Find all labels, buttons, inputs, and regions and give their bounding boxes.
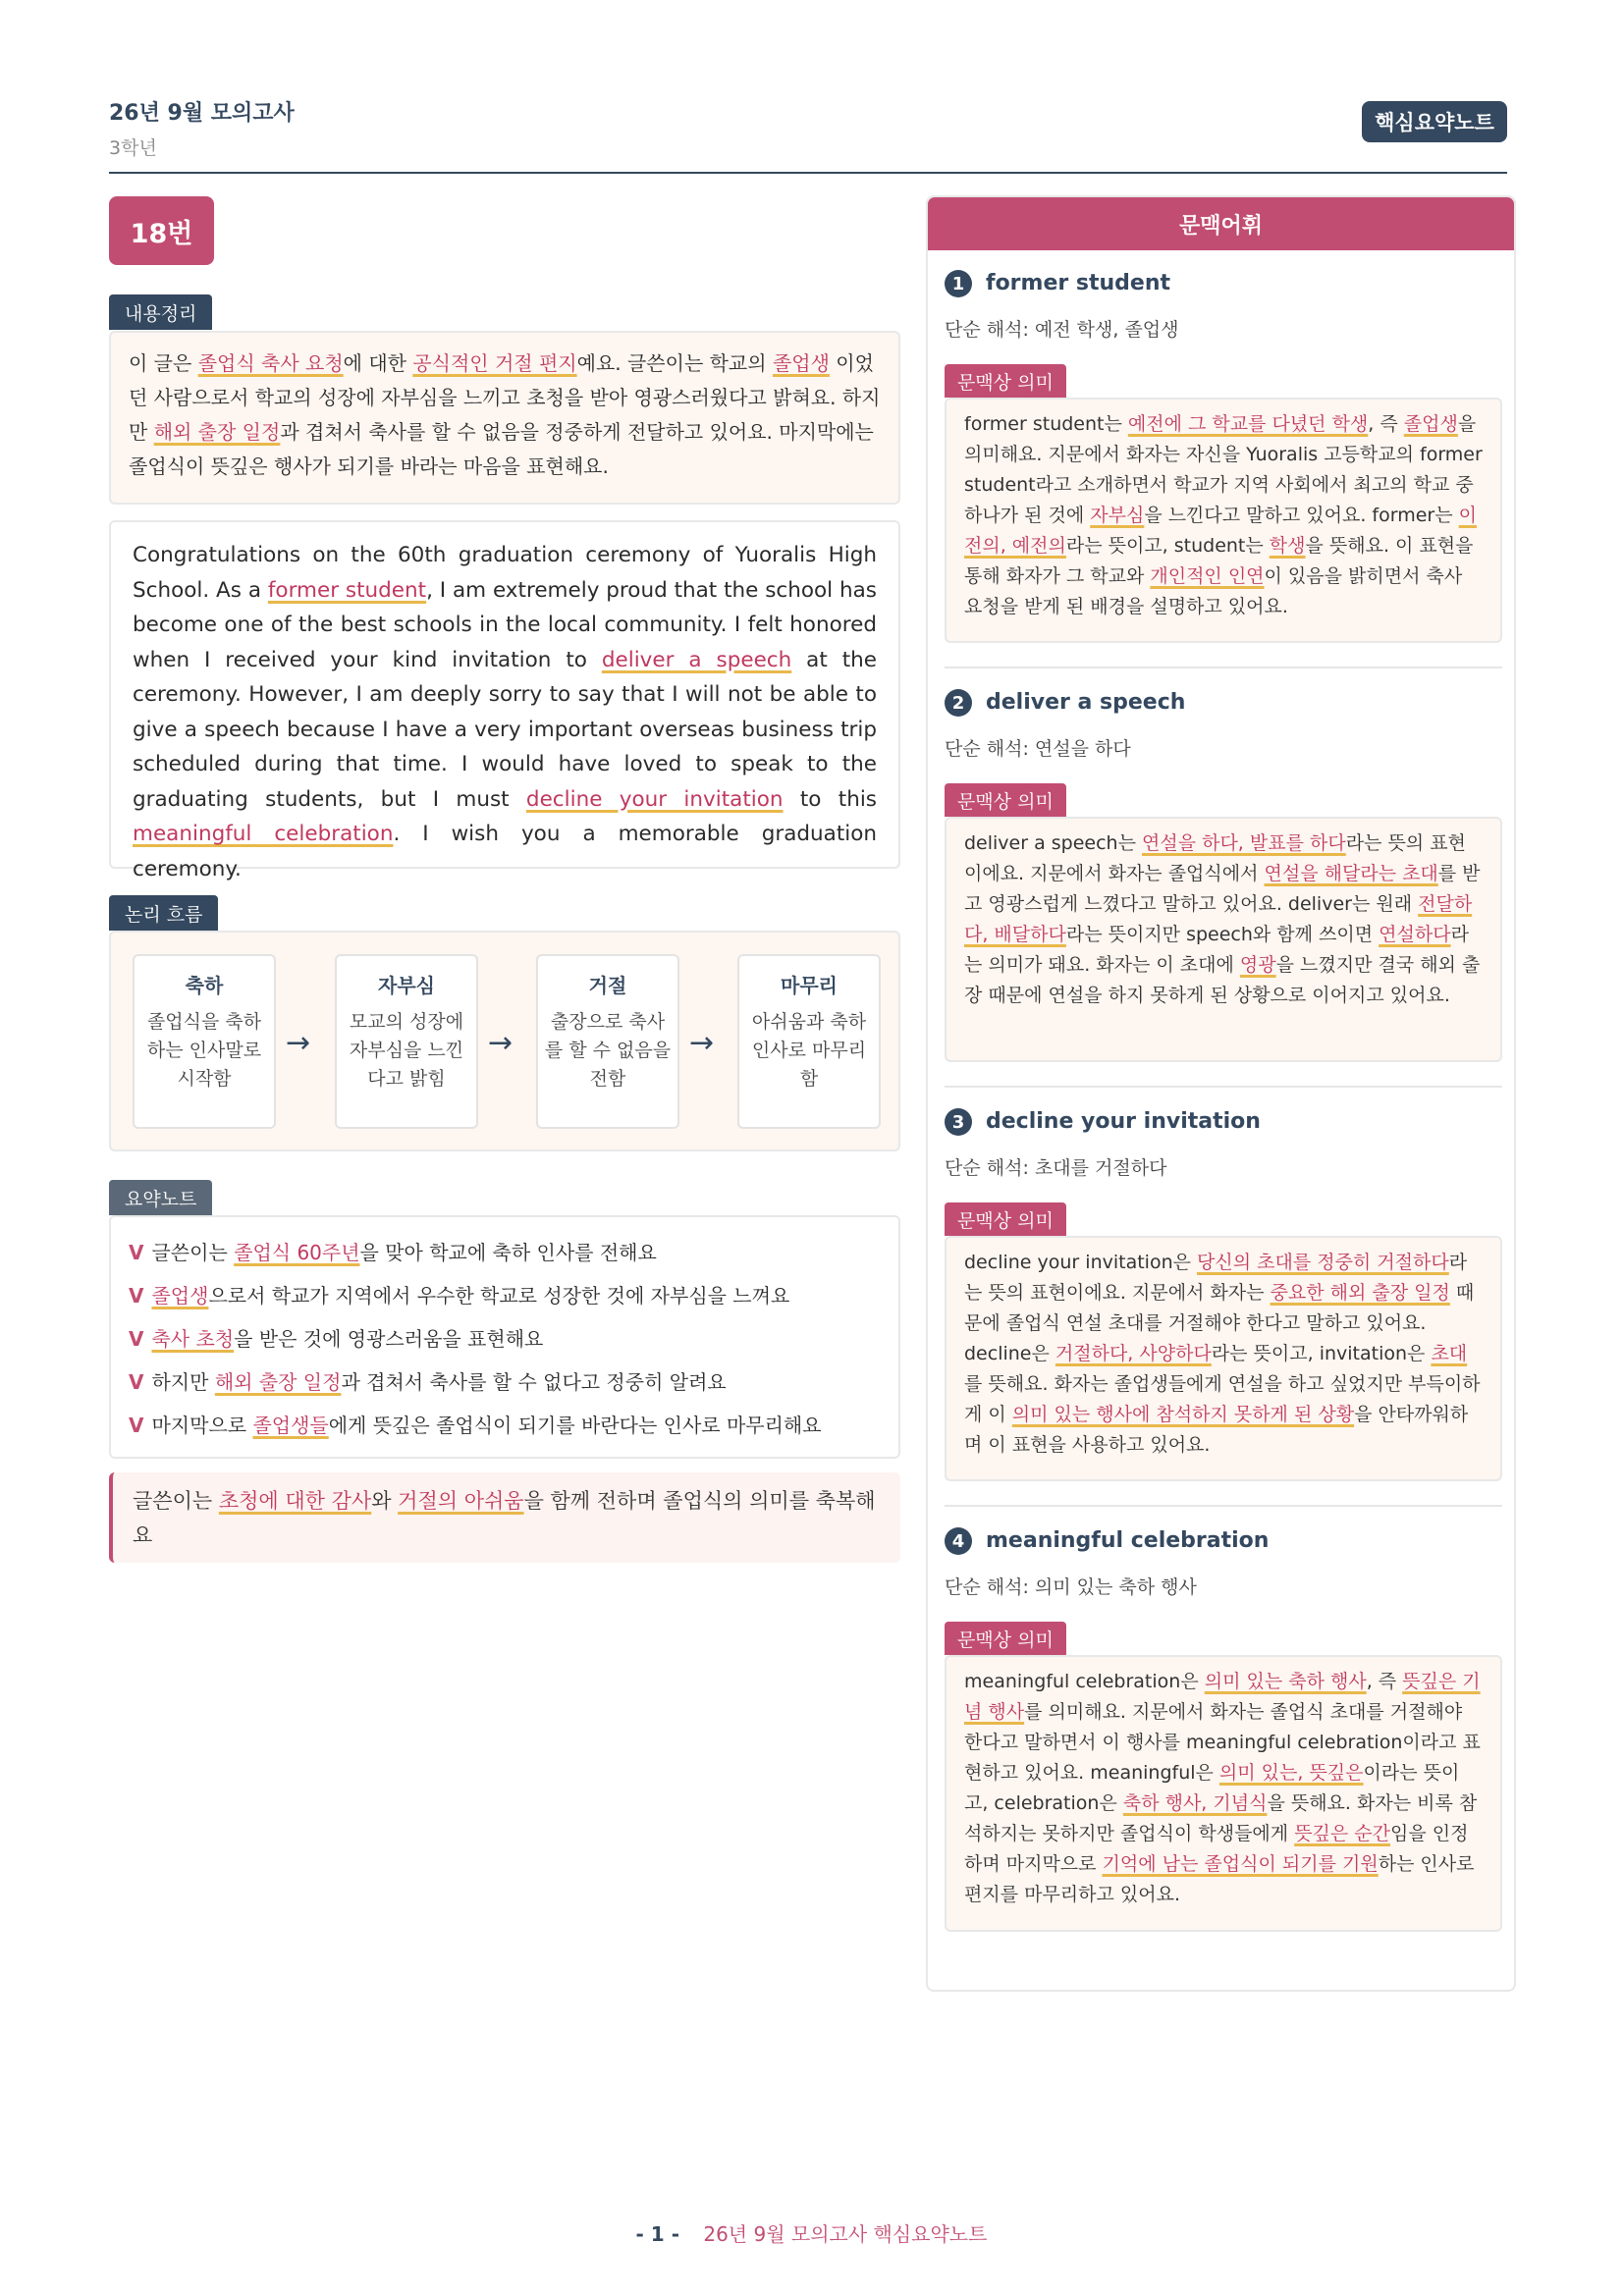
vocab-term: decline your invitation xyxy=(986,1109,1261,1134)
conclusion-box xyxy=(109,1472,900,1563)
vocab-number-badge: 1 xyxy=(945,270,972,297)
text-segment: 라는 뜻의 표현이에요. 지문에서 화자는 xyxy=(964,1252,1468,1304)
text-segment: 예요. 글쓴이는 학교의 xyxy=(576,351,773,375)
highlighted-phrase: 뜻깊은 순간 xyxy=(1294,1823,1390,1844)
text-segment: 라는 뜻이지만 speech와 함께 쓰이면 xyxy=(1065,924,1380,945)
vocab-simple-meaning: 단순 해석: 연설을 하다 xyxy=(945,738,1131,760)
highlighted-phrase: 거절의 아쉬움 xyxy=(398,1489,524,1513)
vocab-panel-title: 문맥어휘 xyxy=(928,197,1514,250)
text-segment: 라는 뜻이고, student는 xyxy=(1065,535,1270,557)
context-meaning-label: 문맥상 의미 xyxy=(945,1622,1066,1655)
text-segment: 과 겹쳐서 축사를 할 수 없다고 정중히 알려요 xyxy=(341,1370,727,1394)
text-segment: 하는 인사로 편지를 마무리하고 있어요. xyxy=(964,1853,1475,1905)
note-item xyxy=(129,1404,881,1447)
text-segment: 을 느꼈지만 결국 해외 출장 때문에 연설을 하지 못하게 된 상황으로 이어지고 있어요. xyxy=(964,954,1481,1006)
context-meaning-label: 문맥상 의미 xyxy=(945,1202,1066,1236)
summary-label: 내용정리 xyxy=(109,294,212,330)
text-segment: 를 받고 영광스럽게 느꼈다고 말하고 있어요. deliver는 원래 xyxy=(964,863,1481,915)
text-segment: 를 뜻해요. 화자는 졸업생들에게 연설을 하고 싶었지만 부득이하게 이 xyxy=(964,1373,1481,1425)
flow-step xyxy=(335,954,478,1129)
text-segment: , 즉 xyxy=(1368,413,1404,435)
highlighted-phrase: 해외 출장 일정 xyxy=(153,420,281,444)
text-segment: , 즉 xyxy=(1366,1671,1403,1692)
text-segment: 를 의미해요. 지문에서 화자는 졸업식 초대를 거절해야 한다고 말하면서 이 행사를 meaningful celebration이라고 표현하고 있어요. meaningful은 xyxy=(964,1701,1481,1784)
highlighted-phrase: 당신의 초대를 정중히 거절하다 xyxy=(1197,1252,1449,1273)
text-segment: 에게 뜻깊은 졸업식이 되기를 바란다는 인사로 마무리해요 xyxy=(328,1414,822,1437)
exam-title: 26년 9월 모의고사 xyxy=(109,101,295,126)
note-text xyxy=(151,1370,726,1394)
check-icon: V xyxy=(129,1370,144,1394)
flow-step-body: 출장으로 축사를 할 수 없음을 전함 xyxy=(544,1011,672,1090)
context-meaning-box xyxy=(945,1655,1502,1932)
highlighted-phrase: 이전의, 예전의 xyxy=(964,505,1477,557)
highlighted-phrase: decline your invitation xyxy=(525,786,784,812)
flow-step xyxy=(737,954,881,1129)
vocab-simple-meaning: 단순 해석: 초대를 거절하다 xyxy=(945,1157,1167,1179)
check-icon: V xyxy=(129,1284,144,1308)
highlighted-phrase: 해외 출장 일정 xyxy=(214,1370,342,1394)
vocab-number-badge: 4 xyxy=(945,1527,972,1555)
context-meaning-box xyxy=(945,817,1502,1062)
flow-step-body: 졸업식을 축하하는 인사말로 시작함 xyxy=(146,1011,262,1090)
check-icon: V xyxy=(129,1414,144,1437)
text-segment: 을 뜻해요. 화자는 비록 참석하지는 못하지만 졸업식이 학생들에게 xyxy=(964,1792,1478,1844)
highlighted-phrase: 졸업생들 xyxy=(252,1414,329,1437)
flow-step-body: 모교의 성장에 자부심을 느낀다고 밝힘 xyxy=(349,1011,464,1090)
text-segment: deliver a speech는 xyxy=(964,832,1142,854)
highlighted-phrase: 전달하다, 배달하다 xyxy=(964,893,1473,945)
question-number-badge: 18번 xyxy=(109,196,214,265)
text-segment: 와 xyxy=(371,1489,399,1513)
highlighted-phrase: 의미 있는 행사에 참석하지 못하게 된 상황 xyxy=(1011,1404,1355,1425)
note-text xyxy=(151,1284,789,1308)
context-meaning-text xyxy=(964,1671,1481,1905)
highlighted-phrase: 졸업생 xyxy=(1403,413,1458,435)
text-segment: 에 대한 xyxy=(343,351,413,375)
highlighted-phrase: deliver a speech xyxy=(601,647,792,672)
highlighted-phrase: 거절하다, 사양하다 xyxy=(1055,1343,1212,1364)
text-segment: 글쓴이는 xyxy=(151,1241,235,1264)
text-segment: 때문에 졸업식 연설 초대를 거절해야 한다고 말하고 있어요. decline은 xyxy=(964,1282,1475,1364)
note-text xyxy=(151,1414,821,1437)
text-segment: at the ceremony. However, I am deeply sorry to say that I will not be able to give a speech because I have a very important overseas business trip scheduled during that time. I would have loved to speak to the graduating students, but I must xyxy=(133,647,877,812)
text-segment: Congratulations on the 60th graduation ceremony of Yuoralis High School. As a xyxy=(133,543,877,603)
check-icon: V xyxy=(129,1241,144,1264)
vocab-number-badge: 2 xyxy=(945,689,972,717)
note-item xyxy=(129,1361,881,1404)
highlighted-phrase: 졸업식 60주년 xyxy=(234,1241,360,1264)
context-meaning-label: 문맥상 의미 xyxy=(945,783,1066,817)
text-segment: 이 있음을 밝히면서 축사 요청을 받게 된 배경을 설명하고 있어요. xyxy=(964,565,1463,617)
summary-text xyxy=(129,351,880,478)
text-segment: 을 의미해요. 지문에서 화자는 자신을 Yuoralis 고등학교의 former student라고 소개하면서 학교가 지역 사회에서 최고의 학교 중 하나가 된 것에 xyxy=(964,413,1483,526)
highlighted-phrase: 자부심 xyxy=(1090,505,1145,526)
text-segment: decline your invitation은 xyxy=(964,1252,1198,1273)
right-arrow-icon: → xyxy=(689,1026,715,1060)
highlighted-phrase: 졸업생 xyxy=(772,351,830,375)
flow-step-head: 축하 xyxy=(185,974,224,997)
text-segment: 을 맞아 학교에 축하 인사를 전해요 xyxy=(359,1241,657,1264)
flow-step xyxy=(536,954,679,1129)
context-meaning-text xyxy=(964,1252,1481,1456)
text-segment: 을 뜻해요. 이 표현을 통해 화자가 그 학교와 xyxy=(964,535,1474,587)
highlighted-phrase: 학생 xyxy=(1269,535,1306,557)
text-segment: 이 글은 xyxy=(129,351,198,375)
text-segment: 글쓴이는 xyxy=(133,1489,219,1513)
text-segment: former student는 xyxy=(964,413,1128,435)
summary-notes-box xyxy=(109,1215,900,1459)
text-segment: 이라는 뜻이고, celebration은 xyxy=(964,1762,1460,1814)
note-text xyxy=(151,1327,543,1351)
header-divider xyxy=(109,172,1507,174)
note-item xyxy=(129,1231,881,1274)
highlighted-phrase: 연설을 하다, 발표를 하다 xyxy=(1142,832,1346,854)
text-segment: meaningful celebration은 xyxy=(964,1671,1205,1692)
flow-step-head: 자부심 xyxy=(378,974,435,997)
flow-label: 논리 흐름 xyxy=(109,895,218,931)
note-text xyxy=(151,1241,656,1264)
highlighted-phrase: 개인적인 인연 xyxy=(1150,565,1265,587)
flow-step-head: 거절 xyxy=(588,974,627,997)
highlighted-phrase: 뜻깊은 기념 행사 xyxy=(964,1671,1481,1723)
text-segment: 을 느낀다고 말하고 있어요. former는 xyxy=(1144,505,1459,526)
highlighted-phrase: 의미 있는, 뜻깊은 xyxy=(1218,1762,1364,1784)
text-segment: 을 받은 것에 영광스러움을 표현해요 xyxy=(234,1327,544,1351)
highlighted-phrase: 중요한 해외 출장 일정 xyxy=(1270,1282,1450,1304)
text-segment: 을 함께 전하며 졸업식의 의미를 축복해요 xyxy=(133,1489,876,1547)
note-item xyxy=(129,1317,881,1361)
vocab-simple-meaning: 단순 해석: 의미 있는 축하 행사 xyxy=(945,1576,1197,1598)
context-meaning-text xyxy=(964,413,1483,617)
text-segment: . I wish you a memorable graduation ceremony. xyxy=(133,822,877,881)
note-type-badge: 핵심요약노트 xyxy=(1362,101,1507,142)
vocab-divider xyxy=(945,1086,1502,1088)
flow-step-body: 아쉬움과 축하 인사로 마무리함 xyxy=(751,1011,867,1090)
footer-title: 26년 9월 모의고사 핵심요약노트 xyxy=(703,2222,988,2246)
text-segment: 이었던 사람으로서 학교의 성장에 자부심을 느끼고 초청을 받아 영광스러웠다고 밝혀요. 하지만 xyxy=(129,351,881,444)
vocab-number-badge: 3 xyxy=(945,1108,972,1136)
vocab-term: meaningful celebration xyxy=(986,1528,1270,1553)
highlighted-phrase: 공식적인 거절 편지 xyxy=(412,351,577,375)
passage-text xyxy=(133,543,877,881)
highlighted-phrase: 연설하다 xyxy=(1379,924,1451,945)
text-segment: 라는 뜻의 표현이에요. 지문에서 화자는 졸업식에서 xyxy=(964,832,1466,884)
right-arrow-icon: → xyxy=(286,1026,311,1060)
text-segment: 라는 뜻이고, invitation은 xyxy=(1211,1343,1432,1364)
highlighted-phrase: 졸업생 xyxy=(151,1284,209,1308)
right-arrow-icon: → xyxy=(488,1026,514,1060)
highlighted-phrase: 초청에 대한 감사 xyxy=(218,1489,372,1513)
check-icon: V xyxy=(129,1327,144,1351)
page-footer xyxy=(0,2218,1623,2247)
text-segment: 마지막으로 xyxy=(151,1414,253,1437)
vocab-divider xyxy=(945,1505,1502,1507)
text-segment: 으로서 학교가 지역에서 우수한 학교로 성장한 것에 자부심을 느껴요 xyxy=(208,1284,790,1308)
highlighted-phrase: 졸업식 축사 요청 xyxy=(197,351,344,375)
context-meaning-label: 문맥상 의미 xyxy=(945,364,1066,398)
vocab-divider xyxy=(945,667,1502,668)
grade-label: 3학년 xyxy=(109,137,157,159)
text-segment: 하지만 xyxy=(151,1370,215,1394)
notes-label: 요약노트 xyxy=(109,1180,212,1215)
text-segment: 임을 인정하며 마지막으로 xyxy=(964,1823,1469,1875)
text-segment: 과 겹쳐서 축사를 할 수 없음을 정중하게 전달하고 있어요. 마지막에는 졸업식이 뜻깊은 행사가 되기를 바라는 마음을 표현해요. xyxy=(129,420,874,478)
highlighted-phrase: 기억에 남는 졸업식이 되기를 기원 xyxy=(1102,1853,1379,1875)
highlighted-phrase: 의미 있는 축하 행사 xyxy=(1204,1671,1367,1692)
note-item xyxy=(129,1274,881,1317)
highlighted-phrase: former student xyxy=(267,577,427,603)
highlighted-phrase: 영광 xyxy=(1239,954,1276,976)
context-meaning-text xyxy=(964,832,1481,1006)
text-segment: , I am extremely proud that the school has become one of the best schools in the local community. I felt honored when I received your kind invitation to xyxy=(133,577,877,672)
summary-box xyxy=(109,331,900,505)
highlighted-phrase: 축사 초청 xyxy=(151,1327,235,1351)
highlighted-phrase: 예전에 그 학교를 다녔던 학생 xyxy=(1127,413,1369,435)
highlighted-phrase: 축하 행사, 기념식 xyxy=(1122,1792,1268,1814)
logic-flow-box xyxy=(109,931,900,1151)
text-segment: to this xyxy=(783,786,877,812)
context-meaning-box xyxy=(945,1236,1502,1481)
highlighted-phrase: meaningful celebration xyxy=(133,822,394,846)
flow-step-head: 마무리 xyxy=(781,974,838,997)
flow-step xyxy=(133,954,276,1129)
vocab-term: former student xyxy=(986,271,1171,295)
text-segment: 라는 의미가 돼요. 화자는 이 초대에 xyxy=(964,924,1469,976)
conclusion-text xyxy=(133,1489,876,1547)
context-meaning-box xyxy=(945,398,1502,643)
context-vocab-panel xyxy=(926,195,1516,1992)
highlighted-phrase: 연설을 해달라는 초대 xyxy=(1264,863,1438,884)
passage-box xyxy=(109,520,900,881)
vocab-simple-meaning: 단순 해석: 예전 학생, 졸업생 xyxy=(945,319,1179,341)
page-number: - 1 - xyxy=(635,2222,679,2246)
vocab-term: deliver a speech xyxy=(986,690,1186,715)
highlighted-phrase: 초대 xyxy=(1431,1343,1468,1364)
text-segment: 을 안타까워하며 이 표현을 사용하고 있어요. xyxy=(964,1404,1469,1456)
